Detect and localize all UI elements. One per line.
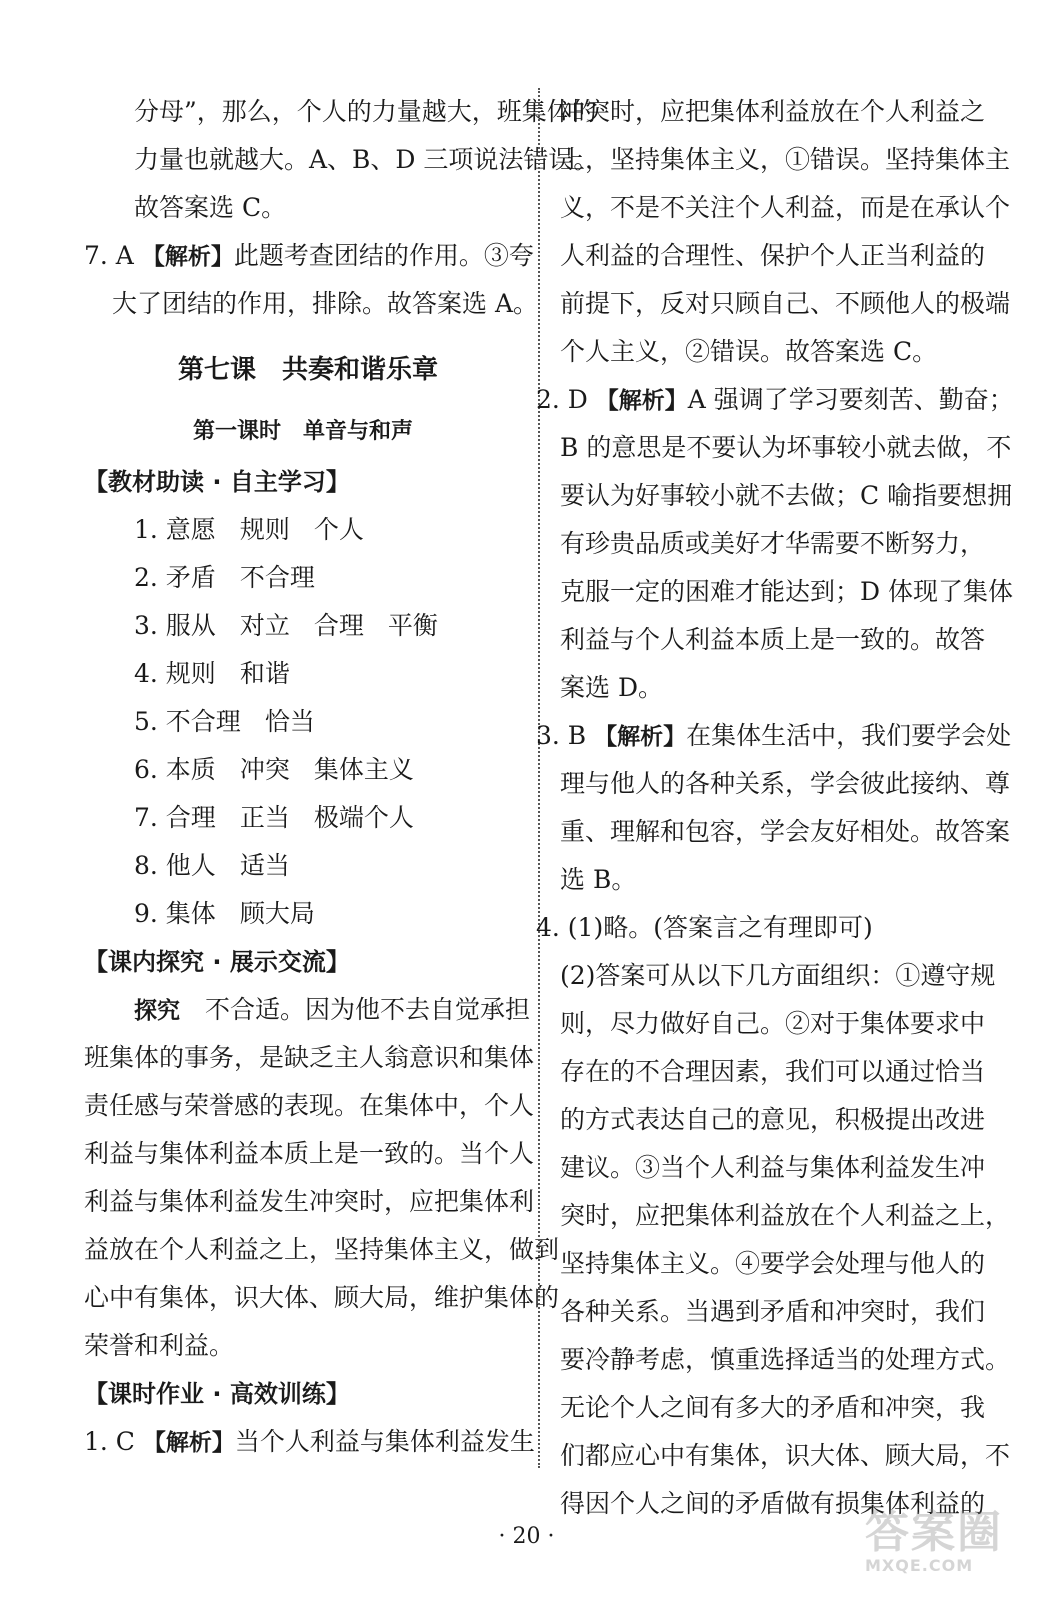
- answer-4: 4. (1)略。(答案言之有理即可): [536, 913, 873, 942]
- analysis-tag: 【解析】: [142, 1430, 235, 1456]
- answer-3: [536, 712, 1012, 760]
- answer-number: 7. A: [84, 241, 142, 270]
- text-line: 的方式表达自己的意见，积极提出改进: [560, 1105, 986, 1134]
- fill-item: 1. 意愿 规则 个人: [134, 515, 364, 544]
- fill-item: 8. 他人 适当: [134, 851, 290, 880]
- answer-7: [84, 232, 534, 280]
- text-line: 存在的不合理因素，我们可以通过恰当: [560, 1057, 986, 1086]
- text-line: 案选 D。: [560, 673, 663, 702]
- text-line: 得因个人之间的矛盾做有损集体利益的: [560, 1489, 986, 1518]
- column-divider: [538, 88, 540, 1468]
- text-line: 坚持集体主义。④要学会处理与他人的: [560, 1249, 986, 1278]
- text-line: 荣誉和利益。: [84, 1331, 235, 1360]
- answer-text: A 强调了学习要刻苦、勤奋；: [687, 385, 1014, 414]
- text-line: 理与他人的各种关系，学会彼此接纳、尊: [560, 769, 1011, 798]
- answer-number: 2. D: [536, 385, 596, 414]
- text-line: 则，尽力做好自己。②对于集体要求中: [560, 1009, 986, 1038]
- analysis-tag: 【解析】: [141, 244, 234, 270]
- fill-item: 2. 矛盾 不合理: [134, 563, 315, 592]
- text-line: 责任感与荣誉感的表现。在集体中，个人: [84, 1091, 535, 1120]
- text-line: 冲突时，应把集体利益放在个人利益之: [560, 97, 986, 126]
- fill-item: 9. 集体 顾大局: [134, 899, 315, 928]
- text-line: 分母”，那么，个人的力量越大，班集体的: [134, 97, 597, 126]
- text-line: 建议。③当个人利益与集体利益发生冲: [560, 1153, 986, 1182]
- watermark-text: 答案圈: [865, 1507, 1003, 1558]
- fill-item: 4. 规则 和谐: [134, 659, 290, 688]
- text-line: 选 B。: [560, 865, 637, 894]
- right-column: [536, 88, 1014, 1528]
- section-heading: 【课时作业 · 高效训练】: [84, 1380, 350, 1408]
- analysis-tag: 【解析】: [594, 724, 687, 750]
- text-line: 们都应心中有集体，识大体、顾大局，不: [560, 1441, 1011, 1470]
- text-line: 各种关系。当遇到矛盾和冲突时，我们: [560, 1297, 986, 1326]
- section-heading: 【课内探究 · 展示交流】: [84, 948, 350, 976]
- text-line: 个人主义，②错误。故答案选 C。: [560, 337, 938, 366]
- text-line: 益放在个人利益之上，坚持集体主义，做到: [84, 1235, 560, 1264]
- text-line: 故答案选 C。: [134, 193, 287, 222]
- text-line: 义，不是不关注个人利益，而是在承认个: [560, 193, 1011, 222]
- fill-item: 6. 本质 冲突 集体主义: [134, 755, 414, 784]
- answer-text: 当个人利益与集体利益发生: [234, 1427, 535, 1456]
- text-line: 要认为好事较小就不去做；C 喻指要想拥: [560, 481, 1013, 510]
- text-line: 克服一定的困难才能达到；D 体现了集体: [560, 577, 1013, 606]
- text-line: (2)答案可从以下几方面组织：①遵守规: [560, 961, 996, 990]
- page-number: · 20 ·: [498, 1524, 555, 1549]
- explore-first-line: 探究 不合适。因为他不去自觉承担: [134, 995, 531, 1024]
- watermark-url: MXQE.COM: [865, 1556, 974, 1575]
- text-line: 要冷静考虑，慎重选择适当的处理方式。: [560, 1345, 1011, 1374]
- explore-tag: 探究: [134, 998, 180, 1024]
- fill-item: 5. 不合理 恰当: [134, 707, 315, 736]
- text-line: 前提下，反对只顾自己、不顾他人的极端: [560, 289, 1011, 318]
- text-line: 班集体的事务，是缺乏主人翁意识和集体: [84, 1043, 535, 1072]
- answer-text: 此题考查团结的作用。③夸: [233, 241, 534, 270]
- watermark-logo: [865, 1507, 1035, 1590]
- answer-2: [536, 376, 1014, 424]
- analysis-tag: 【解析】: [595, 388, 688, 414]
- period-title: 第一课时 单音与和声: [192, 419, 413, 444]
- text-line: 心中有集体，识大体、顾大局，维护集体的: [84, 1283, 560, 1312]
- answer-number: 1. C: [84, 1427, 143, 1456]
- section-heading: 【教材助读 · 自主学习】: [84, 468, 350, 496]
- text-line: 力量也就越大。A、B、D 三项说法错误。: [134, 145, 599, 174]
- text-line: 利益与集体利益本质上是一致的。当个人: [84, 1139, 535, 1168]
- text-line: 利益与集体利益发生冲突时，应把集体利: [84, 1187, 535, 1216]
- text-line: 大了团结的作用，排除。故答案选 A。: [112, 289, 539, 318]
- text-line: 利益与个人利益本质上是一致的。故答: [560, 625, 986, 654]
- text-line: 上，坚持集体主义，①错误。坚持集体主: [560, 145, 1011, 174]
- answer-1: [84, 1418, 535, 1466]
- fill-item: 7. 合理 正当 极端个人: [134, 803, 414, 832]
- answer-text: 在集体生活中，我们要学会处: [686, 721, 1012, 750]
- text-line: 有珍贵品质或美好才华需要不断努力，: [560, 529, 986, 558]
- text-line: 无论个人之间有多大的矛盾和冲突，我: [560, 1393, 986, 1422]
- text-line: 重、理解和包容，学会友好相处。故答案: [560, 817, 1011, 846]
- answer-number: 3. B: [536, 721, 595, 750]
- text-line: 突时，应把集体利益放在个人利益之上，: [560, 1201, 1011, 1230]
- fill-item: 3. 服从 对立 合理 平衡: [134, 611, 438, 640]
- text-line: 人利益的合理性、保护个人正当利益的: [560, 241, 986, 270]
- text-line: B 的意思是不要认为坏事较小就去做，不: [560, 433, 1012, 462]
- lesson-title: 第七课 共奏和谐乐章: [177, 355, 438, 385]
